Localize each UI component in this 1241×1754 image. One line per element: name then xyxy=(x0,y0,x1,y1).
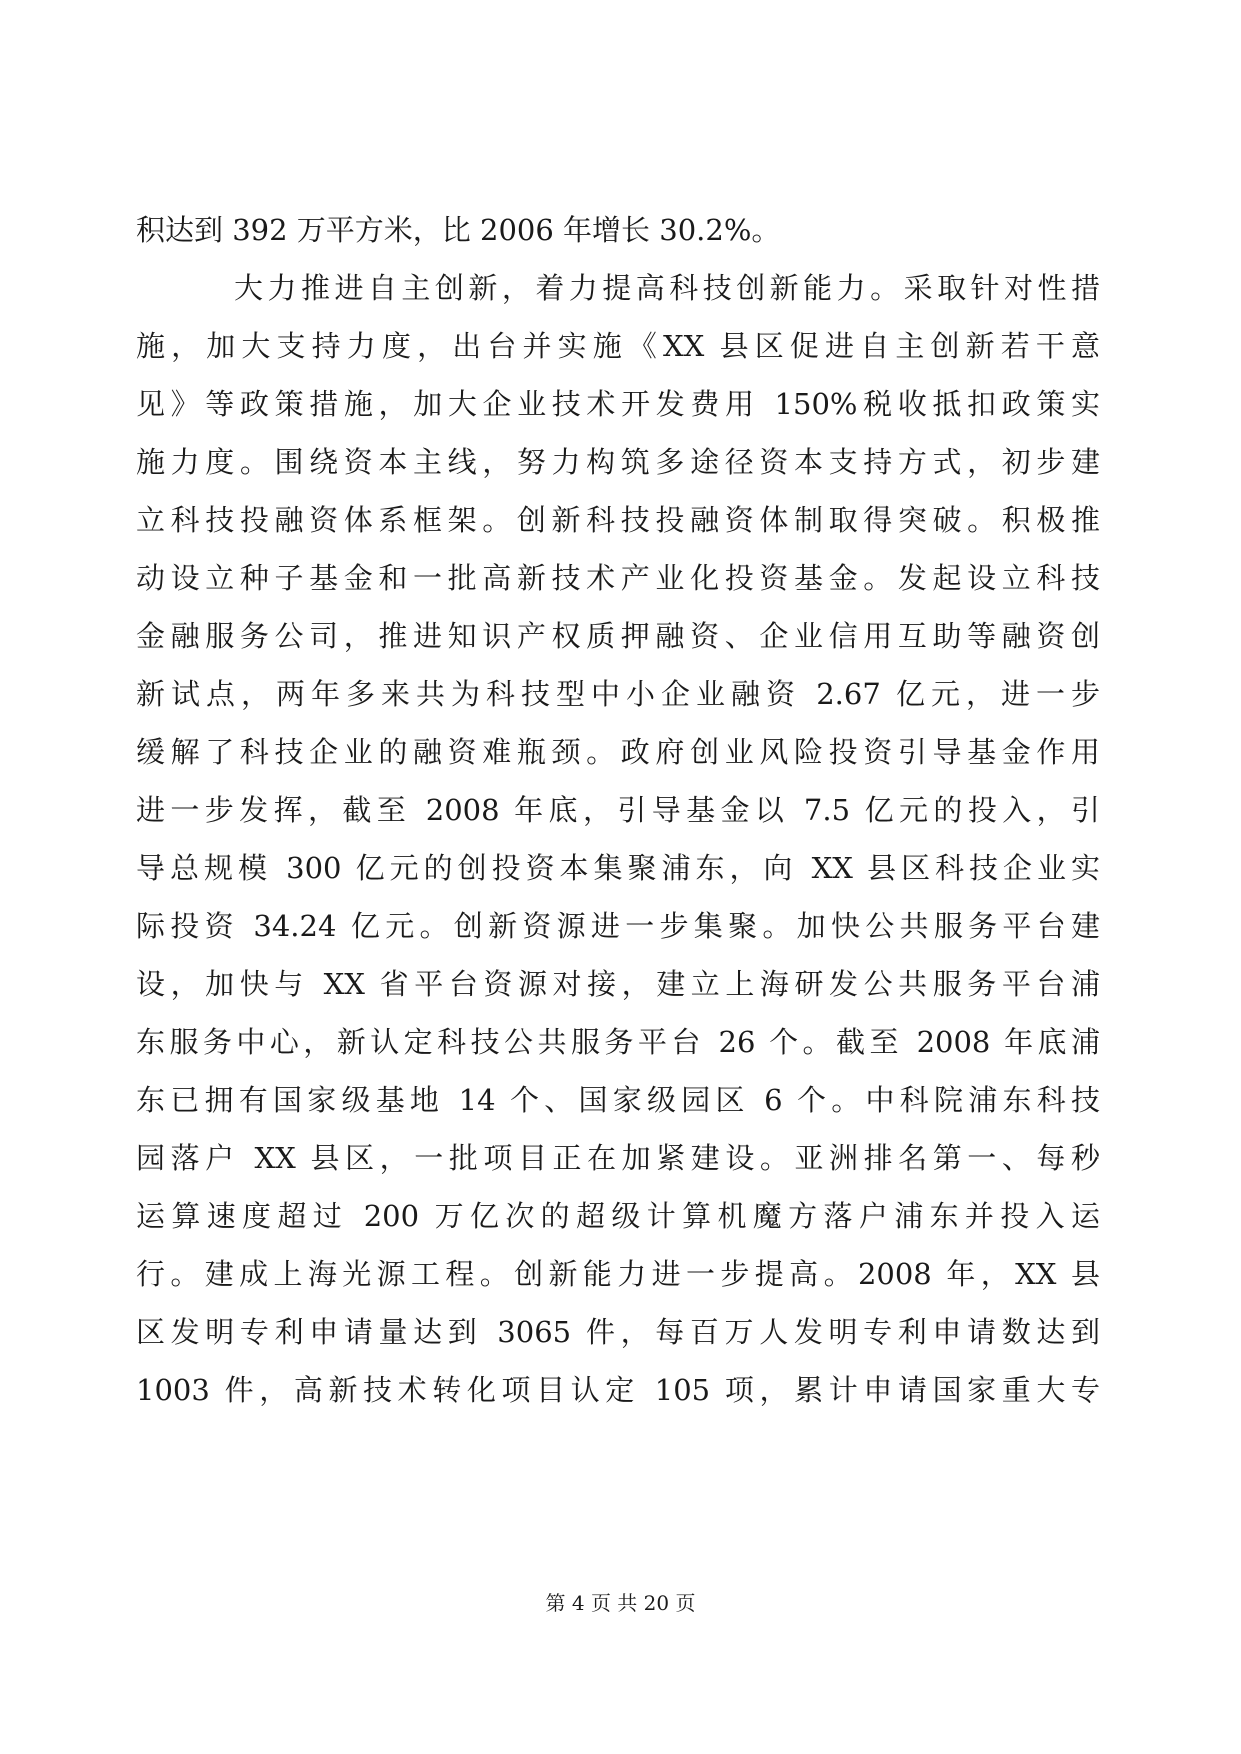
text-line-1: 积达到 392 万平方米，比 2006 年增长 30.2%。 xyxy=(136,213,781,247)
text-line-14: 设，加快与 XX 省平台资源对接，建立上海研发公共服务平台浦 xyxy=(136,967,1100,1001)
text-line-3: 施，加大支持力度，出台并实施《XX 县区促进自主创新若干意 xyxy=(136,329,1100,363)
paragraph-start-line: 大力推进自主创新，着力提高科技创新能力。采取针对性措 xyxy=(234,271,1100,305)
text-line-10: 缓解了科技企业的融资难瓶颈。政府创业风险投资引导基金作用 xyxy=(136,735,1100,769)
text-line-17: 园落户 XX 县区，一批项目正在加紧建设。亚洲排名第一、每秒 xyxy=(136,1141,1100,1175)
text-line-21: 1003 件，高新技术转化项目认定 105 项，累计申请国家重大专 xyxy=(136,1373,1100,1407)
text-line-8: 金融服务公司，推进知识产权质押融资、企业信用互助等融资创 xyxy=(136,619,1100,653)
text-line-4: 见》等政策措施，加大企业技术开发费用 150%税收抵扣政策实 xyxy=(136,387,1100,421)
text-line-12: 导总规模 300 亿元的创投资本集聚浦东，向 XX 县区科技企业实 xyxy=(136,851,1100,885)
text-line-11: 进一步发挥，截至 2008 年底，引导基金以 7.5 亿元的投入，引 xyxy=(136,793,1100,827)
text-line-5: 施力度。围绕资本主线，努力构筑多途径资本支持方式，初步建 xyxy=(136,445,1100,479)
text-line-16: 东已拥有国家级基地 14 个、国家级园区 6 个。中科院浦东科技 xyxy=(136,1083,1100,1117)
text-line-18: 运算速度超过 200 万亿次的超级计算机魔方落户浦东并投入运 xyxy=(136,1199,1100,1233)
text-line-9: 新试点，两年多来共为科技型中小企业融资 2.67 亿元，进一步 xyxy=(136,677,1100,711)
text-line-15: 东服务中心，新认定科技公共服务平台 26 个。截至 2008 年底浦 xyxy=(136,1025,1100,1059)
text-line-19: 行。建成上海光源工程。创新能力进一步提高。2008 年，XX 县 xyxy=(136,1257,1100,1291)
text-line-7: 动设立种子基金和一批高新技术产业化投资基金。发起设立科技 xyxy=(136,561,1100,595)
text-line-6: 立科技投融资体系框架。创新科技投融资体制取得突破。积极推 xyxy=(136,503,1100,537)
page-number-footer: 第 4 页 共 20 页 xyxy=(545,1591,696,1615)
text-line-20: 区发明专利申请量达到 3065 件，每百万人发明专利申请数达到 xyxy=(136,1315,1100,1349)
text-line-13: 际投资 34.24 亿元。创新资源进一步集聚。加快公共服务平台建 xyxy=(136,909,1100,943)
